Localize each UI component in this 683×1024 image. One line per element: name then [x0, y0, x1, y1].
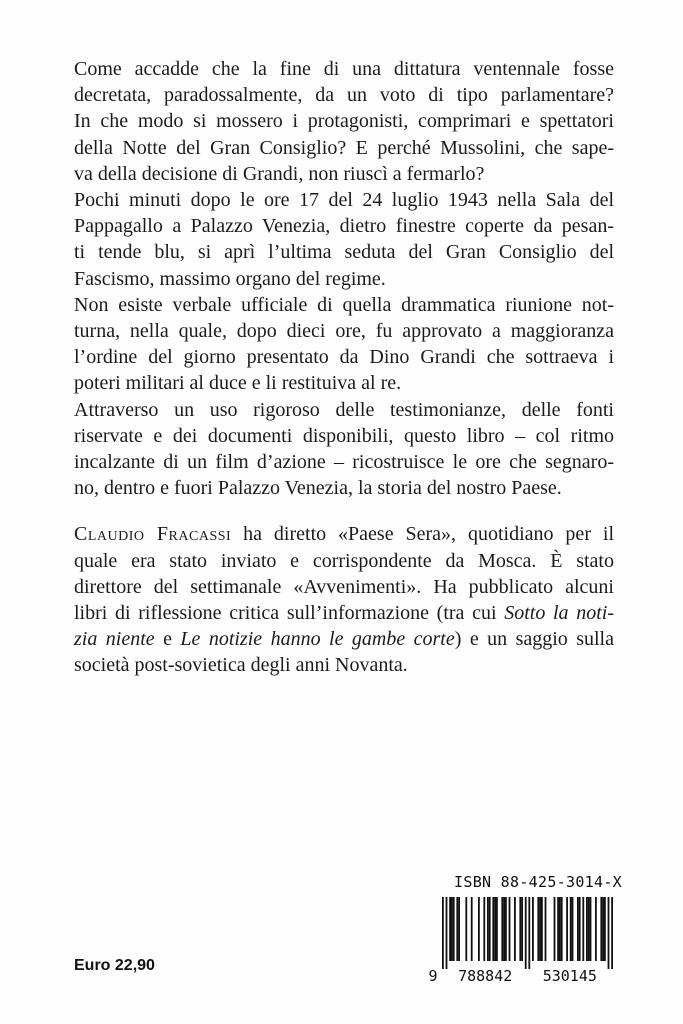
barcode-bar: [545, 897, 547, 961]
barcode-bar: [501, 897, 503, 961]
text-line: va della decisione di Grandi, non riuscì a fermarlo?: [74, 162, 485, 185]
text-line: Pochi minuti dopo le ore 17 del 24 luglio 1943 nella Sala del: [74, 189, 614, 212]
barcode-bar: [566, 897, 568, 961]
text-line: poteri militari al duce e li restituiva al re.: [74, 372, 402, 395]
barcode-bar: [492, 897, 494, 961]
text-line: Non esiste verbale ufficiale di quella drammatica riunione not-: [74, 293, 614, 316]
barcode-bar: [509, 897, 511, 961]
barcode-bar: [561, 897, 563, 961]
author-bio-text: ha diretto «Paese Sera», quotidiano per il: [231, 523, 615, 546]
text-line: ti tende blu, si aprì l’ultima seduta del Gran Consiglio del: [74, 241, 614, 264]
barcode-bar: [608, 897, 610, 969]
barcode-bar: [537, 897, 539, 961]
barcode-bar: [600, 897, 602, 961]
barcode-bar: [604, 897, 606, 961]
barcode-bar: [519, 897, 521, 961]
blurb-paragraph: [74, 187, 614, 292]
barcode-bar: [611, 897, 613, 969]
text-line: della Notte del Gran Consiglio? E perché Mussolini, che sape-: [74, 136, 614, 159]
author-bio: [74, 521, 614, 678]
text-line: quale era stato inviato e corrispondente da Mosca. È stato: [74, 549, 614, 572]
blurb-text: [74, 56, 614, 679]
barcode-bar: [465, 897, 467, 961]
text-line: turna, nella quale, dopo dieci ore, fu approvato a maggioranza: [74, 320, 614, 343]
barcode-bar: [557, 897, 559, 961]
barcode-bar: [496, 897, 498, 961]
barcode-bar: [505, 897, 507, 961]
text-line: In che modo si mossero i protagonisti, comprimari e spettatori: [74, 110, 614, 133]
barcode-bar: [449, 897, 451, 961]
barcode-bar: [483, 897, 485, 961]
barcode-digits-left: 788842: [458, 967, 513, 983]
barcode-bar: [487, 897, 489, 961]
barcode-digit-first: 9: [428, 967, 438, 983]
barcode-bar: [541, 897, 543, 961]
text-line: Pappagallo a Palazzo Venezia, dietro finestre coperte da pesan-: [74, 215, 614, 238]
blurb-paragraph: [74, 397, 614, 502]
book-title: Sotto la noti-: [504, 602, 614, 625]
text-line: [74, 521, 614, 547]
text-line: Fascismo, massimo organo del regime.: [74, 267, 386, 290]
text-line: l’ordine del giorno presentato da Dino Grandi che sottraeva i: [74, 346, 614, 369]
text-line: incalzante di un film d’azione – ricostruisce le ore che segnaro-: [74, 451, 614, 474]
barcode-bar: [532, 897, 534, 961]
text-line: [74, 626, 614, 652]
text-line: riservate e dei documenti disponibili, questo libro – col ritmo: [74, 424, 614, 447]
barcode-bar: [582, 897, 584, 961]
isbn-barcode-area: [424, 873, 622, 983]
barcode-bar: [442, 897, 444, 969]
text-line: Come accadde che la fine di una dittatura ventennale fosse: [74, 58, 614, 80]
barcode-bar: [521, 897, 523, 961]
barcode: [424, 897, 622, 983]
text-line: no, dentro e fuori Palazzo Venezia, la storia del nostro Paese.: [74, 477, 562, 500]
barcode-bar: [586, 897, 588, 961]
barcode-bar: [554, 897, 556, 961]
book-title: zia niente: [74, 628, 155, 651]
barcode-bar: [451, 897, 453, 961]
author-bio-text: libri di riflessione critica sull’informazione (tra cui: [74, 602, 497, 625]
barcode-bar: [595, 897, 597, 961]
text-line: Attraverso un uso rigoroso delle testimonianze, delle fonti: [74, 398, 614, 421]
barcode-digits-right: 530145: [542, 967, 597, 983]
barcode-bar: [471, 897, 473, 961]
text-line: direttore del settimanale «Avvenimenti». Ha pubblicato alcuni: [74, 575, 614, 598]
barcode-bar: [446, 897, 448, 969]
barcode-bar: [525, 897, 527, 969]
barcode-bar: [579, 897, 581, 961]
price-label: Euro 22,90: [74, 957, 155, 974]
barcode-bar: [494, 897, 496, 961]
author-bio-text: e: [154, 628, 181, 651]
barcode-bar: [489, 897, 491, 961]
barcode-bar: [528, 897, 530, 969]
barcode-bar: [503, 897, 505, 961]
text-line: [74, 600, 614, 626]
barcode-bar: [456, 897, 458, 961]
blurb-paragraph: [74, 56, 614, 187]
book-title: Le notizie hanno le gambe corte: [180, 628, 455, 651]
barcode-bar: [478, 897, 480, 961]
barcode-bar: [572, 897, 574, 961]
barcode-bar: [458, 897, 460, 961]
blurb-paragraph: [74, 292, 614, 397]
barcode-bar: [514, 897, 516, 961]
barcode-bar: [559, 897, 561, 961]
text-line: decretata, paradossalmente, da un voto di tipo parlamentare?: [74, 84, 614, 107]
barcode-bar: [570, 897, 572, 961]
barcode-bar: [577, 897, 579, 961]
barcode-bar: [539, 897, 541, 961]
text-line: società post-sovietica degli anni Novanta.: [74, 654, 408, 677]
isbn-label: ISBN 88-425-3014-X: [454, 873, 622, 891]
barcode-bar: [588, 897, 590, 961]
author-bio-text: ) e un saggio sulla: [454, 628, 614, 651]
author-name: Claudio Fracassi: [74, 523, 232, 546]
barcode-bar: [453, 897, 455, 961]
barcode-bar: [590, 897, 592, 961]
barcode-bar: [602, 897, 604, 961]
